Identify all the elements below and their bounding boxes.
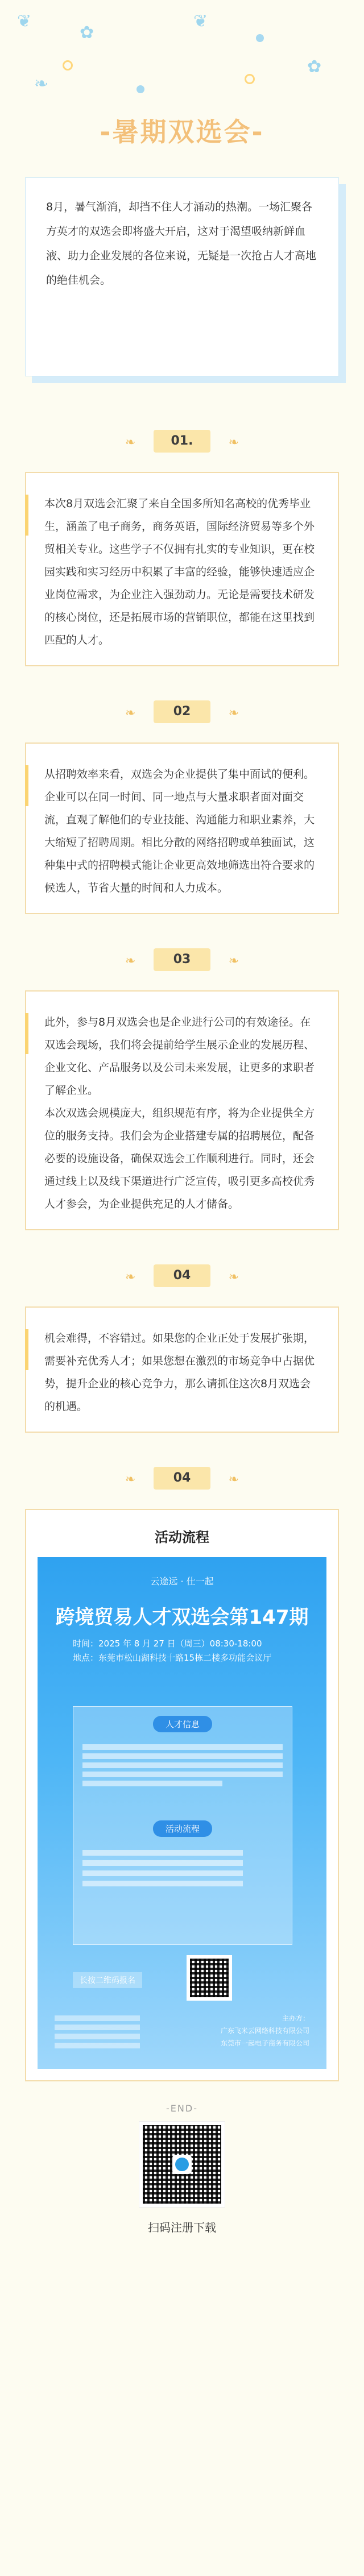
poster-meta (73, 1637, 304, 1665)
poster-info-panel (73, 1706, 292, 1945)
leaf-icon: ❧ (228, 435, 239, 450)
poster-hosts (221, 2012, 309, 2050)
section-badge: 01. (154, 430, 210, 453)
leaf-icon: ❦ (17, 11, 32, 31)
leaf-icon: ❦ (193, 11, 208, 31)
section-card (25, 990, 339, 1230)
section-badge: 02 (154, 700, 210, 723)
leaf-icon: ❧ (228, 706, 239, 720)
section-badge: 04 (154, 1467, 210, 1490)
hero-header (0, 0, 364, 155)
talent-lines (82, 1741, 283, 1790)
event-poster (38, 1557, 326, 2069)
section-badge-row (0, 1264, 364, 1299)
leaf-icon: ❧ (228, 1472, 239, 1487)
app-logo-icon (172, 2155, 192, 2174)
section-card (25, 1306, 339, 1433)
poster-place: 地点：东莞市松山湖科技十路15栋二楼多功能会议厅 (73, 1653, 272, 1663)
ring-decoration (63, 60, 73, 70)
talent-pill: 人才信息 (153, 1716, 212, 1732)
section-paragraph: 从招聘效率来看，双选会为企业提供了集中面试的便利。企业可以在同一时间、同一地点与大量求职者面对面交流，直观了解他们的专业技能、沟通能力和职业素养，大大缩短了招聘周期。相比分散的网络招聘或单独面试，这种集中式的招聘模式能让企业更高效地筛选出符合要求的候选人，节省大量的时间和人力成本。 (44, 768, 315, 894)
schedule-pill: 活动流程 (153, 1820, 212, 1837)
accent-bar (25, 1013, 28, 1054)
intro-box (25, 177, 339, 376)
poster-scan-area (73, 1955, 292, 2006)
activity-section (25, 1509, 339, 2081)
qr-caption: 扫码注册下载 (148, 2221, 216, 2234)
leaf-icon: ✿ (80, 23, 94, 43)
leaf-icon: ❧ (228, 1270, 239, 1284)
host-1: 广东飞米云网络科技有限公司 (220, 2027, 309, 2035)
section-badge-row (0, 430, 364, 464)
registration-qr-code[interactable] (187, 1955, 232, 2001)
host-label: 主办方： (282, 2014, 309, 2022)
section-badge-row (0, 1467, 364, 1501)
ring-decoration (245, 74, 255, 84)
section-badge-row (0, 948, 364, 982)
activity-title: 活动流程 (155, 1529, 209, 1545)
section-badge: 03 (154, 948, 210, 971)
accent-bar (25, 1329, 28, 1370)
page-title: -暑期双选会- (100, 117, 264, 147)
section-card (25, 742, 339, 914)
intro-text: 8月，暑气渐消，却挡不住人才涌动的热潮。一场汇聚各方英才的双选会即将盛大开启，这对于渴望吸纳新鲜血液、助力企业发展的各位来说，无疑是一次抢占人才高地的绝佳机会。 (25, 177, 339, 376)
leaf-icon: ❧ (125, 1472, 136, 1487)
section-paragraph: 机会难得，不容错过。如果您的企业正处于发展扩张期，需要补充优秀人才；如果您想在激烈的市场竞争中占据优势，提升企业的核心竞争力，那么请抓住这次8月双选会的机遇。 (44, 1332, 315, 1413)
end-marker: -END- (166, 2103, 198, 2114)
leaf-icon: ❧ (125, 954, 136, 968)
section-badge: 04 (154, 1264, 210, 1287)
section-paragraph: 本次8月双选会汇聚了来自全国多所知名高校的优秀毕业生，涵盖了电子商务，商务英语，国际经济贸易等多个外贸相关专业。这些学子不仅拥有扎实的专业知识，更在校园实践和实习经历中积累了丰富的经验，能够快速适应企业岗位需求，为企业注入强劲动力。无论是需要技术研发的核心岗位，还是拓展市场的营销职位，都能在这里找到匹配的人才。 (44, 497, 315, 646)
section-card (25, 472, 339, 666)
leaf-icon: ❧ (34, 74, 49, 94)
poster-time: 时间：2025 年 8 月 27 日（周三）08:30-18:00 (73, 1638, 262, 1649)
download-qr-code[interactable] (139, 2122, 225, 2207)
host-2: 东莞市一起电子商务有限公司 (220, 2039, 309, 2047)
leaf-icon: ❧ (228, 954, 239, 968)
dot-decoration (136, 85, 144, 93)
section-badge-row (0, 700, 364, 735)
accent-bar (25, 495, 28, 536)
scan-label: 长按二维码报名 (73, 1972, 142, 1988)
leaf-icon: ❧ (125, 706, 136, 720)
poster-headline: 跨境贸易人才双选会第147期 (55, 1606, 309, 1629)
poster-logo: 云途远 · 仕一起 (150, 1576, 214, 1587)
accent-bar (25, 765, 28, 806)
poster-contacts (55, 2012, 309, 2052)
leaf-icon: ✿ (307, 57, 322, 77)
dot-decoration (256, 34, 264, 42)
leaf-icon: ❧ (125, 435, 136, 450)
section-paragraph: 本次双选会规模庞大，组织规范有序，将为企业提供全方位的服务支持。我们会为企业搭建专属的招聘展位，配备必要的设施设备，确保双选会工作顺利进行。同时，还会通过线上以及线下渠道进行广泛宣传，吸引更多高校优秀人才参会，为企业提供充足的人才储备。 (44, 1107, 315, 1210)
schedule-lines (82, 1845, 283, 1891)
section-paragraph: 此外，参与8月双选会也是企业进行公司的有效途径。在双选会现场，我们将会提前给学生展示企业的发展历程、企业文化、产品服务以及公司未来发展，让更多的求职者了解企业。 (44, 1016, 315, 1097)
leaf-icon: ❧ (125, 1270, 136, 1284)
